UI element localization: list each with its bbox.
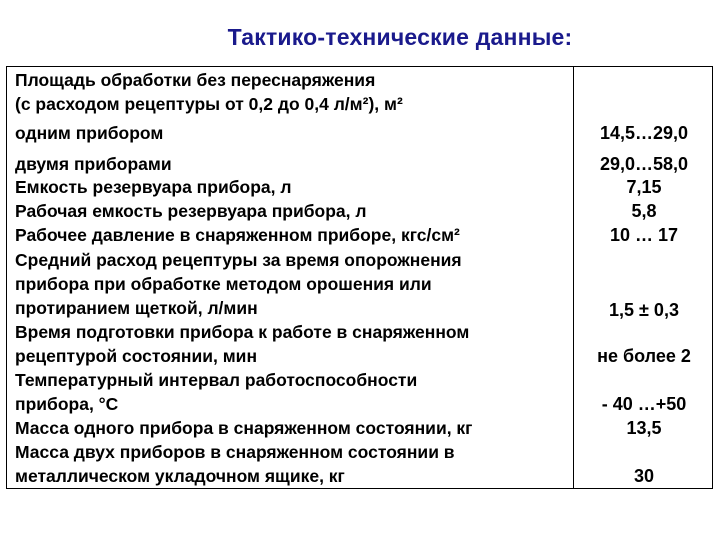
spec-value: не более 2 (597, 346, 691, 366)
spec-label: Температурный интервал работоспособности (15, 370, 418, 390)
spec-label: (с расходом рецептуры от 0,2 до 0,4 л/м²), м² (15, 94, 403, 114)
spec-label: прибора, °С (15, 394, 119, 414)
spec-label: рецептурой состоянии, мин (15, 346, 258, 366)
spec-label: Средний расход рецептуры за время опорожнения (15, 250, 462, 270)
spec-value: 7,15 (626, 177, 662, 197)
spec-label: Масса одного прибора в снаряженном состоянии, кг (15, 418, 473, 438)
spec-label: Масса двух приборов в снаряженном состоянии в (15, 442, 455, 462)
spec-value: 30 (633, 466, 655, 486)
spec-label: прибора при обработке методом орошения или (15, 274, 432, 294)
spec-value: 1,5 ± 0,3 (609, 300, 679, 320)
spec-value: 10 … 17 (609, 225, 679, 245)
spec-label: Время подготовки прибора к работе в снаряженном (15, 322, 470, 342)
spec-label: двумя приборами (15, 154, 172, 174)
spec-label: металлическом укладочном ящике, кг (15, 466, 345, 486)
spec-value: 13,5 (626, 418, 662, 438)
spec-label: протиранием щеткой, л/мин (15, 298, 258, 318)
spec-label: Емкость резервуара прибора, л (15, 177, 292, 197)
slide-title: Тактико-технические данные: (227, 24, 573, 50)
spec-label: Рабочая емкость резервуара прибора, л (15, 201, 367, 221)
specs-table (6, 66, 713, 489)
spec-label: Рабочее давление в снаряженном приборе, кгс/см² (15, 225, 460, 245)
spec-label: Площадь обработки без переснаряжения (15, 70, 376, 90)
spec-value: - 40 …+50 (601, 394, 687, 414)
spec-value: 14,5…29,0 (599, 123, 689, 143)
spec-value: 5,8 (631, 201, 657, 221)
spec-label: одним прибором (15, 123, 164, 143)
spec-value: 29,0…58,0 (599, 154, 689, 174)
